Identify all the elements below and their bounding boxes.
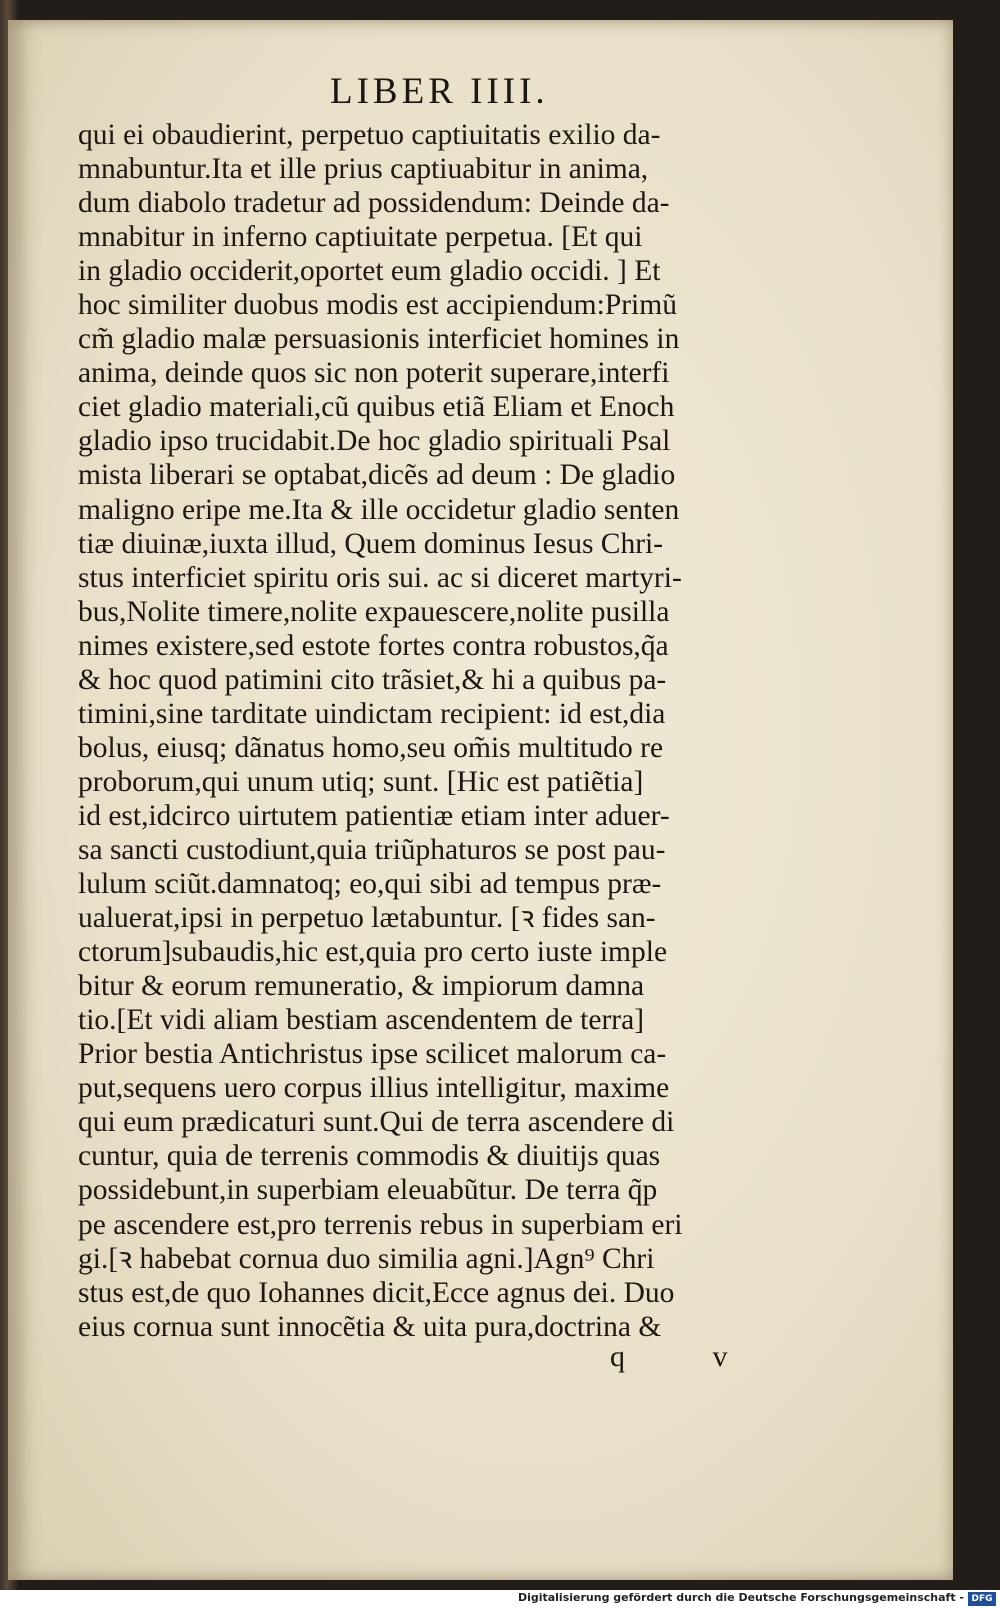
text-line: in gladio occiderit,oportet eum gladio occidi. ] Et [78, 255, 661, 288]
text-line: mnabuntur.Ita et ille prius captiuabitur in anima, [78, 153, 649, 186]
text-line: qui eum prædicaturi sunt.Qui de terra ascendere di [78, 1106, 675, 1139]
text-line: Prior bestia Antichristus ipse scilicet malorum ca- [78, 1038, 667, 1071]
text-line: tio.[Et vidi aliam bestiam ascendentem de terra] [78, 1004, 645, 1037]
text-line: dum diabolo tradetur ad possidendum: Deinde da- [78, 187, 670, 220]
text-line: stus est,de quo Iohannes dicit,Ecce agnus dei. Duo [78, 1276, 675, 1309]
digitization-credit: Digitalisierung gefördert durch die Deutsche Forschungsgemeinschaft - [517, 1591, 964, 1604]
text-line: lulum sciũt.damnatoq; eo,qui sibi ad tempus præ- [78, 868, 662, 901]
text-line: bitur & eorum remuneratio, & impiorum damna [78, 970, 645, 1003]
text-line: stus interficiet spiritu oris sui. ac si diceret martyri- [78, 561, 682, 594]
text-line: eius cornua sunt innocẽtia & uita pura,doctrina & [78, 1310, 662, 1343]
text-line: id est,idcirco uirtutem patientiæ etiam inter aduer- [78, 799, 670, 832]
text-line: bus,Nolite timere,nolite expauescere,nolite pusilla [78, 595, 670, 628]
text-line: anima, deinde quos sic non poterit superare,interfi [78, 357, 670, 390]
text-line: possidebunt,in superbiam eleuabũtur. De terra q̃p [78, 1174, 658, 1207]
text-line: mista liberari se optabat,dicẽs ad deum : De gladio [78, 459, 676, 492]
text-line: proborum,qui unum utiq; sunt. [Hic est patiẽtia] [78, 765, 644, 798]
text-line: timini,sine tarditate uindictam recipient: id est,dia [78, 697, 666, 730]
text-line: qui ei obaudierint, perpetuo captiuitatis exilio da- [78, 119, 661, 151]
text-line: put,sequens uero corpus illius intelligitur, maxime [78, 1072, 670, 1105]
text-line: gi.[ꝛ habebat cornua duo similia agni.]Agn⁹ Chri [78, 1242, 655, 1275]
text-line: ctorum]subaudis,hic est,quia pro certo iuste imple [78, 936, 668, 969]
dfg-logo: DFG [968, 1592, 996, 1606]
text-line: cm̃ gladio malæ persuasionis interficiet homines in [78, 323, 680, 356]
body-text [78, 118, 803, 1344]
text-line: ciet gladio materiali,cũ quibus etiã Eliam et Enoch [78, 391, 675, 424]
text-line: pe ascendere est,pro terrenis rebus in superbiam eri [78, 1208, 683, 1241]
running-head: LIBER IIII. [330, 71, 549, 112]
text-line: sa sancti custodiunt,quia triũphaturos se post pau- [78, 833, 666, 866]
text-line: cuntur, quia de terrenis commodis & diuitijs quas [78, 1140, 661, 1173]
text-line: ualuerat,ipsi in perpetuo lætabuntur. [ꝛ fides san- [78, 902, 656, 935]
signature-mark: q v [610, 1340, 768, 1373]
text-line: mnabitur in inferno captiuitate perpetua. [Et qui [78, 221, 643, 254]
text-line: nimes existere,sed estote fortes contra robustos,q̃a [78, 629, 669, 662]
text-line: hoc similiter duobus modis est accipiendum:Primũ [78, 289, 677, 322]
text-line: gladio ipso trucidabit.De hoc gladio spirituali Psal [78, 425, 671, 458]
text-line: tiæ diuinæ,iuxta illud, Quem dominus Iesus Chri- [78, 527, 664, 560]
text-line: maligno eripe me.Ita & ille occidetur gladio senten [78, 493, 680, 526]
text-line: bolus, eiusq; dãnatus homo,seu om̃is multitudo re [78, 731, 664, 764]
text-line: & hoc quod patimini cito trãsiet,& hi a quibus pa- [78, 663, 667, 696]
